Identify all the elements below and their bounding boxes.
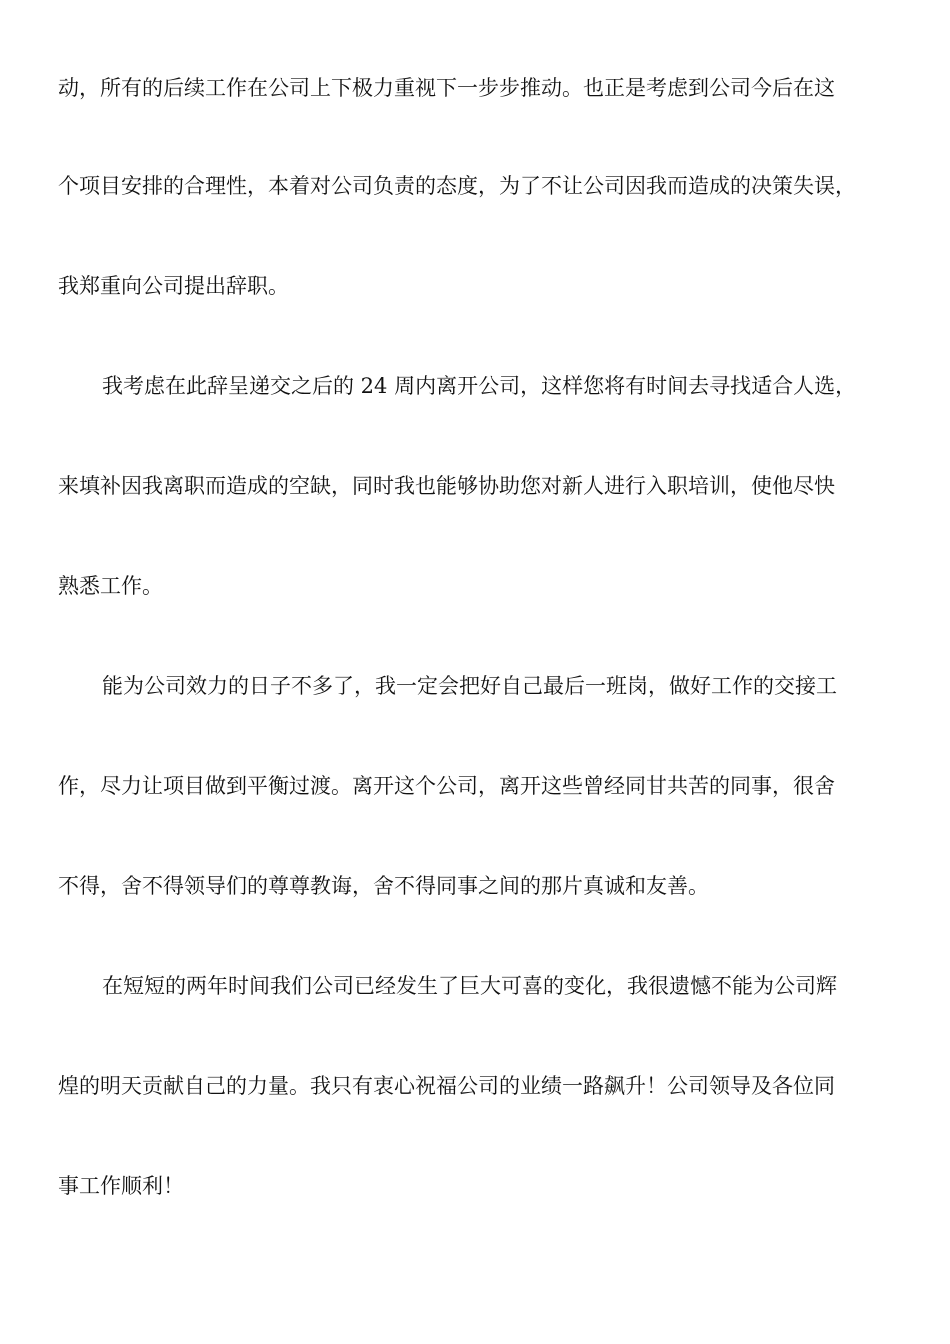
text-line: 事工作顺利！ [58, 1174, 184, 1198]
text-line: 来填补因我离职而造成的空缺，同时我也能够协助您对新人进行入职培训，使他尽快 [58, 474, 835, 498]
text-line: 不得，舍不得领导们的尊尊教诲，舍不得同事之间的那片真诚和友善。 [58, 874, 709, 898]
text-line: 熟悉工作。 [58, 574, 163, 598]
paragraph-start-line: 能为公司效力的日子不多了，我一定会把好自己最后一班岗，做好工作的交接工 [102, 674, 837, 698]
text-line: 煌的明天贡献自己的力量。我只有衷心祝福公司的业绩一路飙升！公司领导及各位同 [58, 1074, 835, 1098]
paragraph-start-line: 在短短的两年时间我们公司已经发生了巨大可喜的变化，我很遗憾不能为公司辉 [102, 974, 837, 998]
text-line: 我郑重向公司提出辞职。 [58, 274, 289, 298]
text-line: 动，所有的后续工作在公司上下极力重视下一步步推动。也正是考虑到公司今后在这 [58, 76, 835, 100]
text-line: 作，尽力让项目做到平衡过渡。离开这个公司，离开这些曾经同甘共苦的同事，很舍 [58, 774, 835, 798]
text-line: 个项目安排的合理性，本着对公司负责的态度，为了不让公司因我而造成的决策失误， [58, 174, 856, 198]
paragraph-start-line: 我考虑在此辞呈递交之后的 24 周内离开公司，这样您将有时间去寻找适合人选， [102, 374, 857, 398]
